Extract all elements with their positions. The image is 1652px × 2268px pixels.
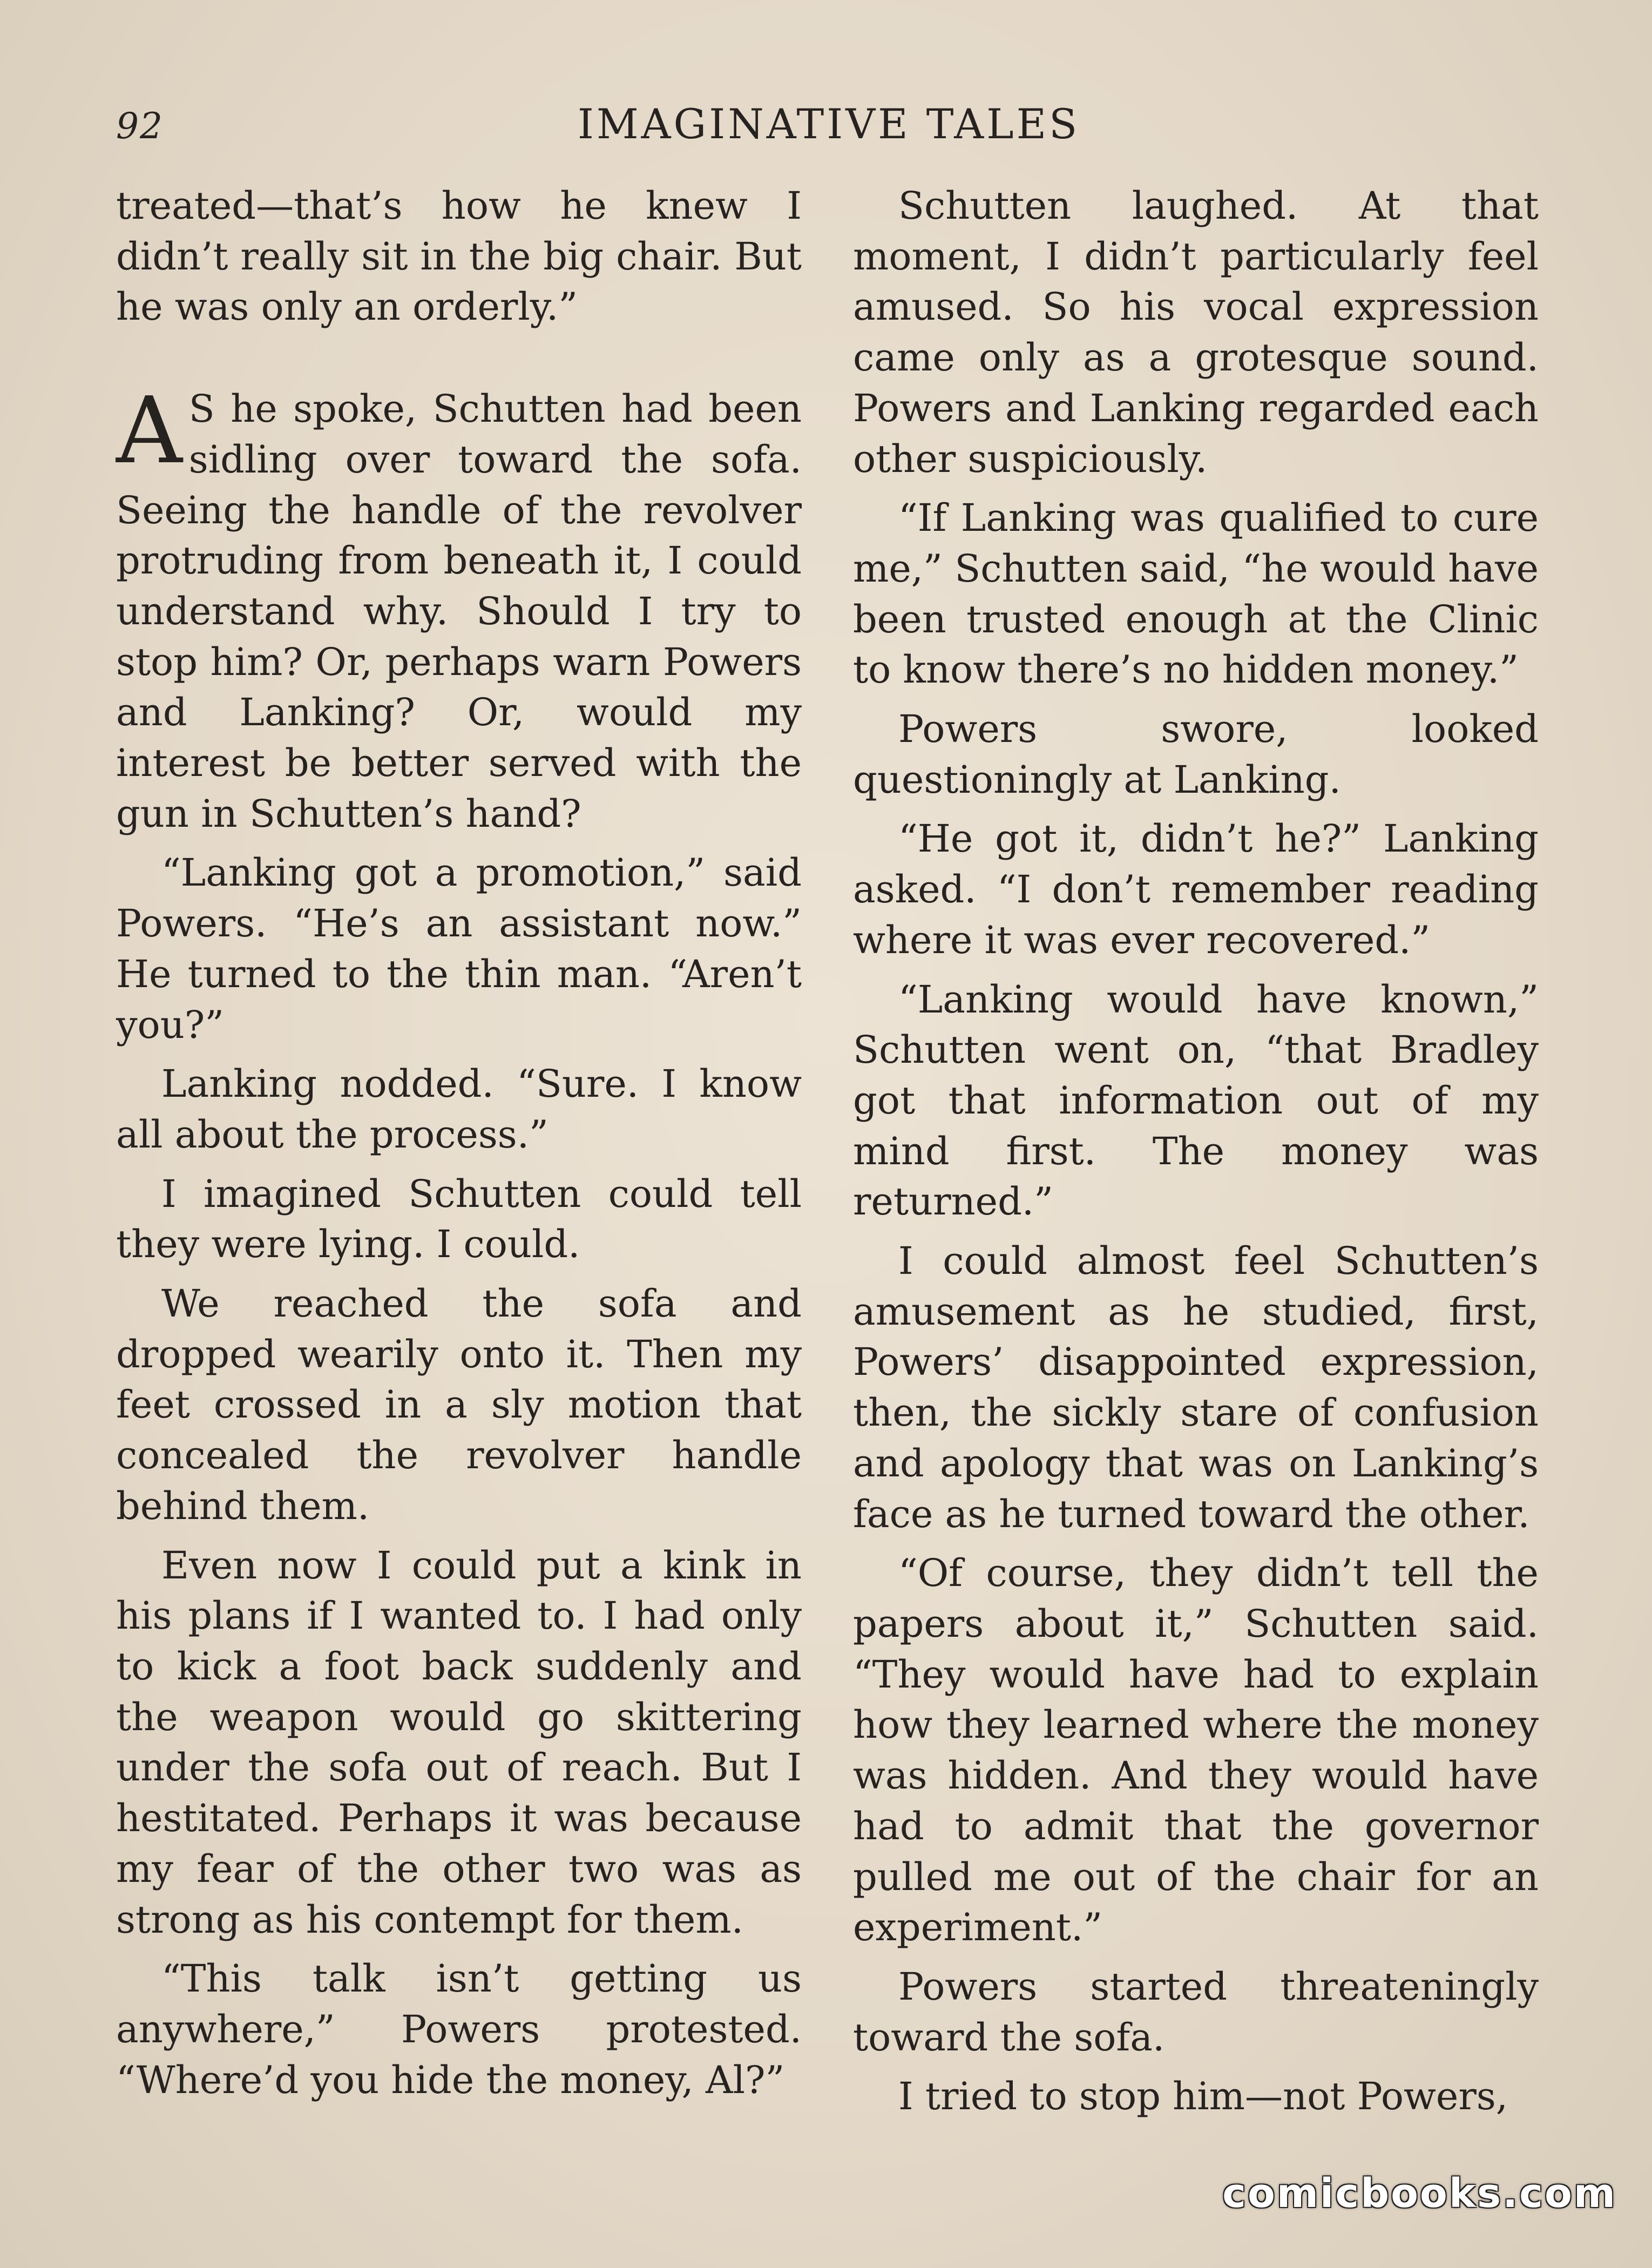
- right-column: [853, 181, 1539, 2131]
- left-column: [116, 181, 802, 2114]
- paragraph: “Lanking would have known,” Schutten went on, “that Bradley got that information out of my mind first. The money was returned.”: [853, 977, 1539, 1224]
- running-head-title: IMAGINATIVE TALES: [577, 100, 1080, 148]
- paragraph: Powers started threateningly toward the sofa.: [853, 1964, 1539, 2060]
- paragraph: I could almost feel Schutten’s amusement as he studied, first, Powers’ disappointed expression, then, the sickly stare of confusion and apology that was on Lanking’s face as he turned toward the other.: [853, 1239, 1539, 1536]
- paragraph: I tried to stop him—not Powers,: [898, 2074, 1508, 2119]
- paragraph: Powers swore, looked questioningly at Lanking.: [853, 707, 1539, 802]
- paragraph: Even now I could put a kink in his plans if I wanted to. I had only to kick a foot back suddenly and the weapon would go skittering under the sofa out of reach. But I hestitated. Perhaps it was because my fear of the other two was as strong as his contempt for them.: [116, 1543, 802, 1942]
- paragraph: “Lanking got a promotion,” said Powers. “He’s an assistant now.” He turned to the thin man. “Aren’t you?”: [116, 850, 802, 1047]
- paragraph: “He got it, didn’t he?” Lanking asked. “I don’t remember reading where it was ever recovered.”: [853, 816, 1539, 962]
- site-watermark: comicbooks.com: [1222, 2170, 1617, 2217]
- paragraph: “Of course, they didn’t tell the papers about it,” Schutten said. “They would have had to explain how they learned where the money was hidden. And they would have had to admit that the governor pulled me out of the chair for an experiment.”: [853, 1551, 1539, 1950]
- paragraph: “If Lanking was qualified to cure me,” Schutten said, “he would have been trusted enough at the Clinic to know there’s no hidden money.”: [853, 496, 1539, 692]
- paragraph: We reached the sofa and dropped wearily onto it. Then my feet crossed in a sly motion that concealed the revolver handle behind them.: [116, 1281, 802, 1528]
- page-number: 92: [116, 105, 164, 147]
- paragraph: “This talk isn’t getting us anywhere,” Powers protested. “Where’d you hide the money, Al?”: [116, 1956, 802, 2102]
- paragraph: Schutten laughed. At that moment, I didn’t particularly feel amused. So his vocal expression came only as a grotesque sound. Powers and Lanking regarded each other suspiciously.: [853, 184, 1539, 481]
- paragraph-text: S he spoke, Schutten had been sidling over toward the sofa. Seeing the handle of the revolver protruding from beneath it, I could understand why. Should I try to stop him? Or, perhaps warn Powers and Lanking? Or, would my interest be better served with the gun in Schutten’s hand?: [116, 387, 802, 836]
- paragraph: treated—that’s how he knew I didn’t really sit in the big chair. But he was only an orderly.”: [116, 184, 802, 329]
- page-header: [116, 100, 1541, 159]
- drop-cap-letter: A: [116, 377, 182, 485]
- paragraph-dropcap: [116, 377, 802, 839]
- paragraph: Lanking nodded. “Sure. I know all about the process.”: [116, 1062, 802, 1157]
- paragraph: I imagined Schutten could tell they were lying. I could.: [116, 1171, 802, 1267]
